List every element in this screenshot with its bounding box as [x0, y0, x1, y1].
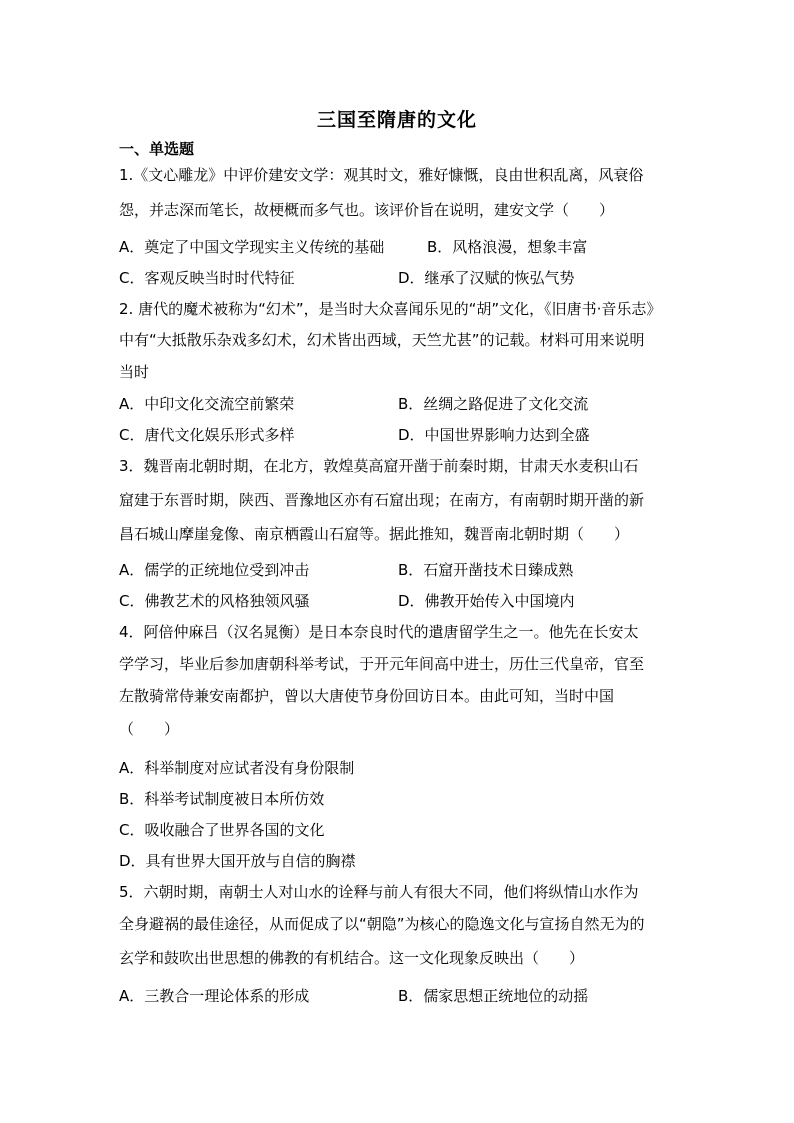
q3-option-b: B．石窟开凿技术日臻成熟: [398, 561, 574, 579]
q2-stem-line-1: 2. 唐代的魔术被称为“幻术”，是当时大众喜闻乐见的“胡”文化，《旧唐书·音乐志》: [119, 300, 662, 318]
q5-option-a: A．三教合一理论体系的形成: [119, 987, 310, 1005]
q1-option-b: B．风格浪漫，想象丰富: [427, 238, 588, 256]
section-heading: 一、单选题: [119, 140, 195, 158]
q1-option-c: C．客观反映当时时代特征: [119, 269, 295, 287]
q2-stem-line-2: 中有“大抵散乐杂戏多幻术，幻术皆出西域，天竺尤甚”的记载。材料可用来说明: [119, 331, 645, 349]
q3-option-a: A．儒学的正统地位受到冲击: [119, 561, 310, 579]
q4-stem-line-1: 4．阿倍仲麻吕（汉名晁衡）是日本奈良时代的遣唐留学生之一。他先在长安太: [119, 623, 639, 641]
q2-stem-line-3: 当时: [119, 363, 150, 381]
q4-stem-line-2: 学学习，毕业后参加唐朝科举考试，于开元年间高中进士，历仕三代皇帝，官至: [119, 655, 645, 673]
q4-option-b: B．科举考试制度被日本所仿效: [119, 790, 325, 808]
q1-stem-line-2: 怨，并志深而笔长，故梗概而多气也。该评价旨在说明，建安文学（ ）: [119, 201, 615, 219]
q2-option-a: A．中印文化交流空前繁荣: [119, 395, 295, 413]
q3-stem-line-3: 昌石城山摩崖龛像、南京栖霞山石窟等。据此推知，魏晋南北朝时期（ ）: [119, 525, 630, 543]
q4-stem-line-4: （ ）: [119, 720, 180, 738]
q1-option-d: D．继承了汉赋的恢弘气势: [398, 269, 575, 287]
q5-stem-line-3: 玄学和鼓吹出世思想的佛教的有机结合。这一文化现象反映出（ ）: [119, 949, 585, 967]
q3-option-c: C．佛教艺术的风格独领风骚: [119, 592, 310, 610]
q3-option-d: D．佛教开始传入中国境内: [398, 592, 575, 610]
q3-stem-line-1: 3．魏晋南北朝时期，在北方，敦煌莫高窟开凿于前秦时期，甘肃天水麦积山石: [119, 457, 639, 475]
q3-stem-line-2: 窟建于东晋时期，陕西、晋豫地区亦有石窟出现；在南方，有南朝时期开凿的新: [119, 491, 645, 509]
q4-option-c: C．吸收融合了世界各国的文化: [119, 821, 325, 839]
q5-option-b: B．儒家思想正统地位的动摇: [398, 987, 589, 1005]
q4-option-d: D．具有世界大国开放与自信的胸襟: [119, 852, 356, 870]
page-title: 三国至隋唐的文化: [316, 109, 477, 131]
q2-option-b: B．丝绸之路促进了文化交流: [398, 395, 589, 413]
q1-stem-line-1: 1.《文心雕龙》中评价建安文学：观其时文，雅好慷慨，良由世积乱离，风衰俗: [119, 166, 644, 184]
q5-stem-line-1: 5．六朝时期，南朝士人对山水的诠释与前人有很大不同，他们将纵情山水作为: [119, 883, 639, 901]
q5-stem-line-2: 全身避祸的最佳途径，从而促成了以“朝隐”为核心的隐逸文化与宣扬自然无为的: [119, 915, 645, 933]
q4-option-a: A．科举制度对应试者没有身份限制: [119, 759, 355, 777]
q2-option-c: C．唐代文化娱乐形式多样: [119, 426, 295, 444]
q4-stem-line-3: 左散骑常侍兼安南都护，曾以大唐使节身份回访日本。由此可知，当时中国: [119, 687, 615, 705]
q2-option-d: D．中国世界影响力达到全盛: [398, 426, 590, 444]
q1-option-a: A．奠定了中国文学现实主义传统的基础: [119, 238, 385, 256]
